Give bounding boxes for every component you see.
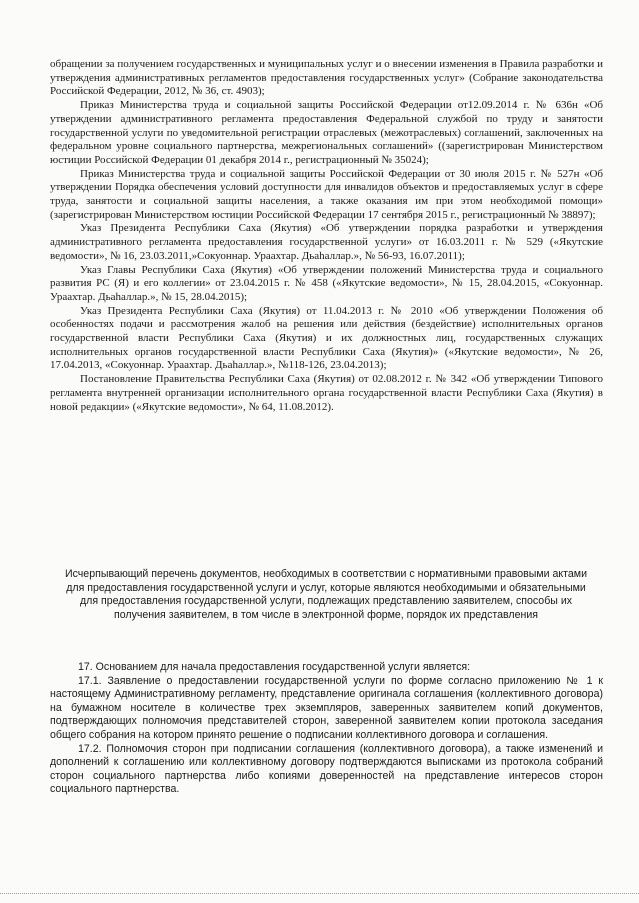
paragraph-continuation: обращении за получением государственных и муниципальных услуг и о внесении изменения в Правила разработки и утверждения административных регламентов предоставления государственных услуг» (Собрание законодательства Российской Федерации, 2012, № 36, ст. 4903);: [50, 58, 603, 98]
clause-17-2: 17.2. Полномочия сторон при подписании соглашения (коллективного договора), а также изменений и дополнений к соглашению или коллективному договору подтверждаются выписками из протокола собраний сторон социального партнерства либо копиями доверенностей на представление интересов сторон социального партнерства.: [50, 742, 603, 796]
paragraph-decree-2010: Указ Президента Республики Саха (Якутия) от 11.04.2013 г. № 2010 «Об утверждении Положения об особенностях подачи и рассмотрения жалоб на решения или действия (бездействие) исполнительных органов государственной власти Республики Саха (Якутия) и их должностных лиц, государственных служащих исполнительных органов государственной власти Республики Саха (Якутия)» («Якутские ведомости», № 26, 17.04.2013, «Сокуоннар. Ураахтар. Дьаһаллар.», №118-126, 23.04.2013);: [50, 304, 603, 372]
paragraph-decree-529: Указ Президента Республики Саха (Якутия) «Об утверждении порядка разработки и утверждения административного регламента предоставления государственной услуги» от 16.03.2011 г. № 529 («Якутские ведомости», № 16, 23.03.2011,»Сокуоннар. Ураахтар. Дьаһаллар.», № 56-93, 16.07.2011);: [50, 222, 603, 262]
paragraph-resolution-342: Постановление Правительства Республики Саха (Якутия) от 02.08.2012 г. № 342 «Об утверждении Типового регламента внутренней организации исполнительного органа государственной власти Республики Саха (Якутия) в новой редакции» («Якутские ведомости», № 64, 11.08.2012).: [50, 373, 603, 413]
page-bottom-divider: [0, 893, 639, 894]
clause-17-1: 17.1. Заявление о предоставлении государственной услуги по форме согласно приложению № 1 к настоящему Административному регламенту, представление оригинала соглашения (коллективного договора) на бумажном носителе в количестве трех экземпляров, заверенных заявителем копий документов, подтверждающих полномочия представителей сторон, заверенной заявителем копии протокола заседания общего собрания на котором принято решение о подписании коллективного договора и соглашения.: [50, 674, 603, 741]
section-heading: Исчерпывающий перечень документов, необходимых в соответствии с нормативными правовыми актами для предоставления государственной услуги и услуг, которые являются необходимыми и обязательными для предоставления государственной услуги, подлежащих представлению заявителем, способы их получения заявителем, в том числе в электронной форме, порядок их представления: [65, 568, 587, 621]
paragraph-order-636n: Приказ Министерства труда и социальной защиты Российской Федерации от12.09.2014 г. № 636н «Об утверждении административного регламента предоставления Федеральной службой по труду и занятости государственной услуги по уведомительной регистрации отраслевых (межотраслевых) соглашений, заключенных на федеральном уровне социального партнерства, межрегиональных соглашений» ((зарегистрирован Министерством юстиции Российской Федерации 01 декабря 2014 г., регистрационный № 35024);: [50, 99, 603, 166]
clauses-section: [50, 661, 603, 797]
legal-acts-list: [50, 58, 603, 414]
paragraph-decree-458: Указ Главы Республики Саха (Якутия) «Об утверждении положений Министерства труда и социального развития РС (Я) и его коллегии» от 23.04.2015 г. № 458 («Якутские ведомости», № 15, 28.04.2015, «Сокуоннар. Ураахтар. Дьаһаллар.», № 15, 28.04.2015);: [50, 263, 603, 303]
clause-17: 17. Основанием для начала предоставления государственной услуги является:: [78, 661, 471, 673]
paragraph-order-527n: Приказ Министерства труда и социальной защиты Российской Федерации от 30 июля 2015 г. № 527н «Об утверждении Порядка обеспечения условий доступности для инвалидов объектов и предоставляемых услуг в сфере труда, занятости и социальной защиты населения, а также оказания им при этом необходимой помощи» (зарегистрирован Министерством юстиции Российской Федерации 17 сентября 2015 г., регистрационный № 38897);: [50, 167, 603, 221]
